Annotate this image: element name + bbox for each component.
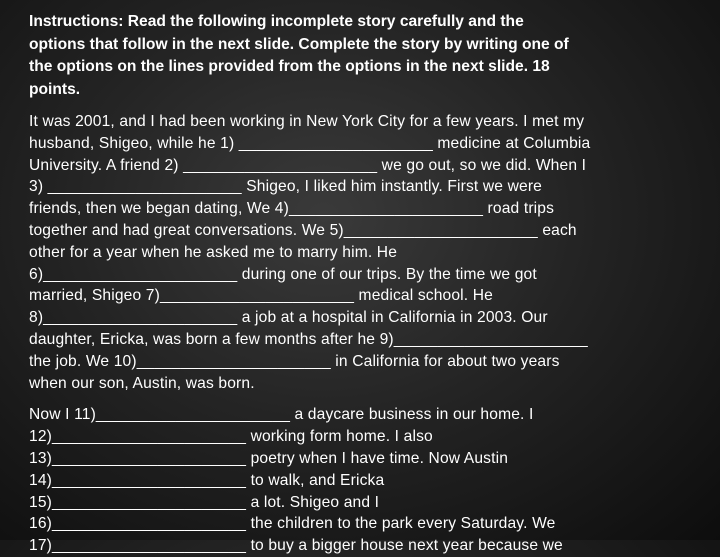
slide-content — [29, 11, 699, 557]
instructions-text: Instructions: Read the following incomplete story carefully and the options that follow in the next slide. Complete the story by writing one of the options on the lines provided from the options in the next slide. 18 points. — [29, 13, 569, 98]
story-paragraph-1: It was 2001, and I had been working in New York City for a few years. I met my husband, Shigeo, while he 1) ______________________ medicine at Columbia University. A friend 2) ______________________ we go out, so we did. When I 3) ______________________ Shigeo, I liked him instantly. First we were friends, then we began dating, We 4)______________________ road trips together and had great conversations. We 5)______________________ each other for a year when he asked me to marry him. He 6)______________________ during one of our trips. By the time we got married, Shigeo 7)______________________ medical school. He 8)______________________ a job at a hospital in California in 2003. Our daughter, Ericka, was born a few months after he 9)______________________ the job. We 10)______________________ in California for about two years when our son, Austin, was born. — [29, 113, 591, 392]
story-paragraph-2: Now I 11)______________________ a daycare business in our home. I 12)______________________ working form home. I also 13)______________________ poetry when I have time. Now Austin 14)______________________ to walk, and Ericka 15)______________________ a lot. Shigeo and I 16)______________________ the children to the park every Saturday. We 17)______________________ to buy a bigger house next year because we — [29, 406, 563, 555]
